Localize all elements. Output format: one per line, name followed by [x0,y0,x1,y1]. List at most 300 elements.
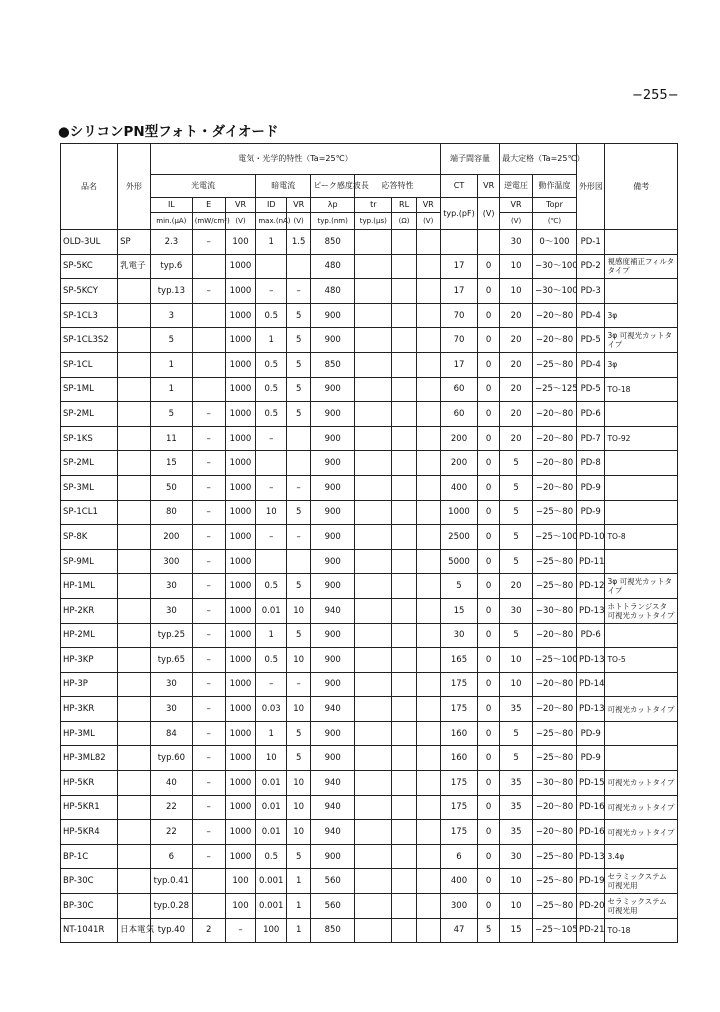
cell-vr5: 20 [500,303,533,328]
cell-rl [392,844,416,869]
cell-vr3 [416,328,440,353]
cell-vr4: 0 [478,402,500,427]
cell-vr: 1000 [225,500,256,525]
cell-il: 30 [151,598,193,623]
table-row [61,771,678,796]
cell-vr5: 30 [500,230,533,255]
cell-vr4: 0 [478,475,500,500]
table-row [61,697,678,722]
cell-vr3 [416,771,440,796]
cell-tr [355,795,392,820]
cell-ct: 1000 [440,500,477,525]
cell-vr: 1000 [225,721,256,746]
cell-outline [118,475,151,500]
cell-lp: 940 [311,795,355,820]
cell-tr [355,352,392,377]
cell-il: 80 [151,500,193,525]
table-row [61,352,678,377]
cell-outline [118,377,151,402]
cell-topr: −30～100 [533,279,577,304]
cell-topr: −25～80 [533,549,577,574]
cell-drawing: PD-5 [576,377,605,402]
cell-il: 30 [151,672,193,697]
cell-outline: SP [118,230,151,255]
cell-outline [118,697,151,722]
cell-vr5: 5 [500,549,533,574]
cell-note: TO-92 [605,426,678,451]
cell-vr4: 0 [478,377,500,402]
cell-e: – [192,672,225,697]
cell-id: 1 [256,623,287,648]
sym-vr5: VR [500,198,533,213]
cell-id [256,549,287,574]
cell-note: 3φ [605,303,678,328]
cell-topr: −25～80 [533,746,577,771]
table-row [61,525,678,550]
cell-e [192,303,225,328]
col-rev-voltage: 逆電圧 [500,175,533,198]
cell-e: – [192,697,225,722]
cell-id: – [256,525,287,550]
cell-il: 3 [151,303,193,328]
cell-id: – [256,475,287,500]
cell-il: typ.25 [151,623,193,648]
cell-lp: 850 [311,352,355,377]
cell-outline [118,721,151,746]
cell-ct: 175 [440,672,477,697]
cell-il: 22 [151,820,193,845]
cell-vr5: 15 [500,918,533,943]
cell-drawing: PD-4 [576,352,605,377]
cell-il: 40 [151,771,193,796]
cell-note: 視感度補正フィルタタイプ [605,254,678,279]
cell-lp: 900 [311,672,355,697]
cell-outline [118,352,151,377]
cell-model: HP-2KR [61,598,118,623]
table-row [61,254,678,279]
cell-id: – [256,279,287,304]
cell-vr2: 5 [287,844,311,869]
cell-vr2: 5 [287,623,311,648]
cell-topr: −25～80 [533,574,577,599]
cell-id: 0.5 [256,574,287,599]
cell-drawing: PD-9 [576,475,605,500]
cell-vr2: 10 [287,795,311,820]
cell-vr2: – [287,672,311,697]
cell-id: 0.001 [256,894,287,919]
cell-topr: −20～80 [533,426,577,451]
cell-ct: 17 [440,352,477,377]
cell-id: – [256,426,287,451]
cell-vr: 1000 [225,352,256,377]
cell-note [605,279,678,304]
cell-model: SP-5KCY [61,279,118,304]
cell-vr2: 1 [287,918,311,943]
cell-note: セラミックステム 可視光用 [605,869,678,894]
cell-vr2 [287,254,311,279]
cell-rl [392,402,416,427]
cell-e: – [192,475,225,500]
cell-vr4: 0 [478,648,500,673]
cell-vr3 [416,303,440,328]
cell-note: TO-8 [605,525,678,550]
cell-tr [355,254,392,279]
cell-drawing: PD-13 [576,648,605,673]
cell-il: 5 [151,402,193,427]
cell-vr5: 5 [500,623,533,648]
table-row [61,795,678,820]
cell-vr: 1000 [225,598,256,623]
cell-model: HP-1ML [61,574,118,599]
cell-tr [355,820,392,845]
cell-note [605,402,678,427]
col-peak-wl: ピーク感度波長 [311,175,355,198]
cell-vr3 [416,697,440,722]
cell-topr: −20～80 [533,303,577,328]
cell-lp: 900 [311,377,355,402]
cell-rl [392,574,416,599]
cell-vr2: – [287,525,311,550]
cell-id: 1 [256,328,287,353]
cell-id: – [256,672,287,697]
col-dark-current: 暗電流 [256,175,311,198]
table-row [61,500,678,525]
cell-lp: 480 [311,279,355,304]
table-row [61,475,678,500]
cell-topr: −25～80 [533,352,577,377]
cell-ct: 17 [440,254,477,279]
cell-topr: −20～80 [533,697,577,722]
cell-rl [392,894,416,919]
cell-drawing: PD-10 [576,525,605,550]
cell-drawing: PD-20 [576,894,605,919]
cell-rl [392,623,416,648]
cell-rl [392,795,416,820]
table-row [61,377,678,402]
cell-ct: 160 [440,746,477,771]
cell-vr: 1000 [225,771,256,796]
cell-vr2 [287,451,311,476]
cell-vr5: 10 [500,279,533,304]
cell-rl [392,328,416,353]
cell-outline [118,402,151,427]
cell-vr5: 20 [500,402,533,427]
table-row [61,918,678,943]
cell-drawing: PD-14 [576,672,605,697]
cell-lp: 900 [311,475,355,500]
cell-rl [392,746,416,771]
cell-drawing: PD-9 [576,500,605,525]
cell-model: SP-1ML [61,377,118,402]
cell-model: SP-2ML [61,451,118,476]
cell-note: 可視光カットタイプ [605,697,678,722]
cell-ct: 60 [440,402,477,427]
cell-lp: 560 [311,894,355,919]
cell-rl [392,426,416,451]
cell-lp: 900 [311,623,355,648]
cell-vr: 1000 [225,820,256,845]
cell-vr2: 1.5 [287,230,311,255]
cell-vr3 [416,672,440,697]
cell-tr [355,623,392,648]
cell-il: 30 [151,697,193,722]
cell-vr4: 0 [478,820,500,845]
table-row [61,402,678,427]
cell-vr2: 5 [287,328,311,353]
cell-outline [118,279,151,304]
cell-vr: – [225,918,256,943]
cell-drawing: PD-13 [576,844,605,869]
cell-vr4: 0 [478,795,500,820]
cell-rl [392,771,416,796]
sym-vr3: VR [416,198,440,213]
cell-vr3 [416,451,440,476]
cell-vr5: 10 [500,672,533,697]
cell-topr: −20～80 [533,795,577,820]
cell-rl [392,918,416,943]
cell-topr: −25～80 [533,844,577,869]
cell-topr: −25～80 [533,894,577,919]
cell-id: 0.5 [256,844,287,869]
sym-e: E [192,198,225,213]
cell-e: – [192,426,225,451]
cell-e: – [192,525,225,550]
cell-note: TO-5 [605,648,678,673]
table-row [61,672,678,697]
cell-ct: 400 [440,869,477,894]
cell-vr2: 1 [287,869,311,894]
table-row [61,844,678,869]
unit-vr4: (V) [478,198,500,230]
unit-lp: typ.(nm) [311,213,355,230]
cell-lp: 900 [311,746,355,771]
cell-rl [392,500,416,525]
cell-vr3 [416,795,440,820]
cell-vr: 1000 [225,328,256,353]
cell-lp: 940 [311,771,355,796]
page-number: −255− [632,88,679,103]
cell-e: – [192,230,225,255]
cell-tr [355,525,392,550]
cell-il: 1 [151,377,193,402]
cell-drawing: PD-9 [576,721,605,746]
cell-drawing: PD-4 [576,303,605,328]
cell-model: SP-9ML [61,549,118,574]
cell-model: HP-5KR4 [61,820,118,845]
cell-note [605,500,678,525]
cell-topr: −25～105 [533,918,577,943]
cell-vr3 [416,549,440,574]
cell-vr4: 0 [478,746,500,771]
cell-outline [118,672,151,697]
cell-vr: 1000 [225,697,256,722]
cell-drawing: PD-13 [576,598,605,623]
cell-vr: 1000 [225,746,256,771]
cell-rl [392,475,416,500]
cell-vr: 1000 [225,574,256,599]
cell-vr3 [416,402,440,427]
cell-vr3 [416,598,440,623]
cell-note [605,746,678,771]
cell-drawing: PD-16 [576,820,605,845]
cell-rl [392,648,416,673]
cell-vr: 1000 [225,525,256,550]
cell-vr5: 5 [500,721,533,746]
sym-topr: Topr [533,198,577,213]
cell-tr [355,869,392,894]
cell-note [605,721,678,746]
cell-vr5: 35 [500,820,533,845]
cell-vr: 100 [225,230,256,255]
cell-e: – [192,771,225,796]
cell-outline [118,549,151,574]
cell-ct: 200 [440,451,477,476]
cell-vr5: 10 [500,648,533,673]
cell-drawing: PD-9 [576,746,605,771]
cell-topr: −30～80 [533,598,577,623]
group-elec-opt: 電気・光学的特性（Ta=25℃） [151,144,441,175]
cell-vr2: – [287,475,311,500]
unit-vr3: (V) [416,213,440,230]
cell-note: 可視光カットタイプ [605,795,678,820]
sym-vr: VR [225,198,256,213]
cell-il: 200 [151,525,193,550]
cell-tr [355,844,392,869]
cell-vr2: 10 [287,771,311,796]
cell-lp: 900 [311,328,355,353]
cell-note: TO-18 [605,918,678,943]
cell-note [605,623,678,648]
cell-tr [355,451,392,476]
cell-il: 300 [151,549,193,574]
col-model: 品名 [61,144,118,230]
cell-ct: 17 [440,279,477,304]
sym-vr4: VR [478,175,500,198]
cell-vr: 1000 [225,475,256,500]
cell-vr2: 5 [287,500,311,525]
cell-outline [118,795,151,820]
cell-note: 3φ [605,352,678,377]
cell-vr3 [416,279,440,304]
cell-topr: −25～100 [533,648,577,673]
unit-il: min.(μA) [151,213,193,230]
cell-vr3 [416,623,440,648]
cell-vr2: 10 [287,648,311,673]
cell-vr3 [416,746,440,771]
cell-vr4: 0 [478,426,500,451]
cell-il: 1 [151,352,193,377]
cell-vr4: 0 [478,352,500,377]
cell-vr3 [416,377,440,402]
cell-topr: −25～80 [533,869,577,894]
table-row [61,648,678,673]
cell-ct: 400 [440,475,477,500]
cell-vr3 [416,844,440,869]
cell-vr3 [416,918,440,943]
col-photocurrent: 光電流 [151,175,256,198]
cell-vr4: 0 [478,328,500,353]
cell-rl [392,230,416,255]
cell-vr2: 1 [287,894,311,919]
cell-rl [392,672,416,697]
cell-tr [355,697,392,722]
cell-ct: 300 [440,894,477,919]
cell-drawing: PD-11 [576,549,605,574]
cell-rl [392,279,416,304]
unit-vr: (V) [225,213,256,230]
cell-outline [118,328,151,353]
cell-vr5: 20 [500,352,533,377]
cell-vr4: 0 [478,549,500,574]
cell-vr4: 0 [478,525,500,550]
cell-tr [355,746,392,771]
cell-note [605,475,678,500]
cell-outline [118,771,151,796]
cell-vr5: 30 [500,844,533,869]
cell-vr2: 10 [287,598,311,623]
cell-topr: −30～100 [533,254,577,279]
cell-id [256,254,287,279]
cell-topr: −20～80 [533,672,577,697]
cell-note: 3φ 可視光カットタイプ [605,328,678,353]
group-capacitance: 端子間容量 [440,144,499,175]
cell-id: 10 [256,746,287,771]
cell-vr: 1000 [225,426,256,451]
cell-vr2: 10 [287,820,311,845]
cell-ct: 175 [440,697,477,722]
cell-rl [392,352,416,377]
cell-lp: 850 [311,230,355,255]
cell-id: 10 [256,500,287,525]
cell-vr: 1000 [225,844,256,869]
cell-vr5: 35 [500,771,533,796]
col-outline: 外形 [118,144,151,230]
cell-topr: −30～80 [533,771,577,796]
cell-lp: 900 [311,525,355,550]
cell-ct: 6 [440,844,477,869]
table-row [61,426,678,451]
cell-outline: 日本電気 [118,918,151,943]
cell-vr: 1000 [225,303,256,328]
cell-vr2: 5 [287,352,311,377]
cell-id: 0.5 [256,648,287,673]
cell-outline [118,574,151,599]
cell-e: 2 [192,918,225,943]
unit-vr5: (V) [500,213,533,230]
cell-vr5: 20 [500,328,533,353]
cell-tr [355,377,392,402]
cell-note: セラミックステム 可視光用 [605,894,678,919]
cell-vr5: 5 [500,475,533,500]
unit-e: (mW/cm²) [192,213,225,230]
cell-tr [355,721,392,746]
cell-lp: 900 [311,549,355,574]
cell-vr3 [416,426,440,451]
cell-ct: 15 [440,598,477,623]
cell-il: 15 [151,451,193,476]
cell-model: NT-1041R [61,918,118,943]
sym-rl: RL [392,198,416,213]
cell-vr5: 5 [500,525,533,550]
unit-vr2: (V) [287,213,311,230]
cell-id: 0.5 [256,303,287,328]
cell-lp: 900 [311,402,355,427]
cell-model: HP-3ML82 [61,746,118,771]
cell-e: – [192,451,225,476]
cell-e [192,352,225,377]
cell-topr: −25～80 [533,721,577,746]
cell-lp: 900 [311,574,355,599]
